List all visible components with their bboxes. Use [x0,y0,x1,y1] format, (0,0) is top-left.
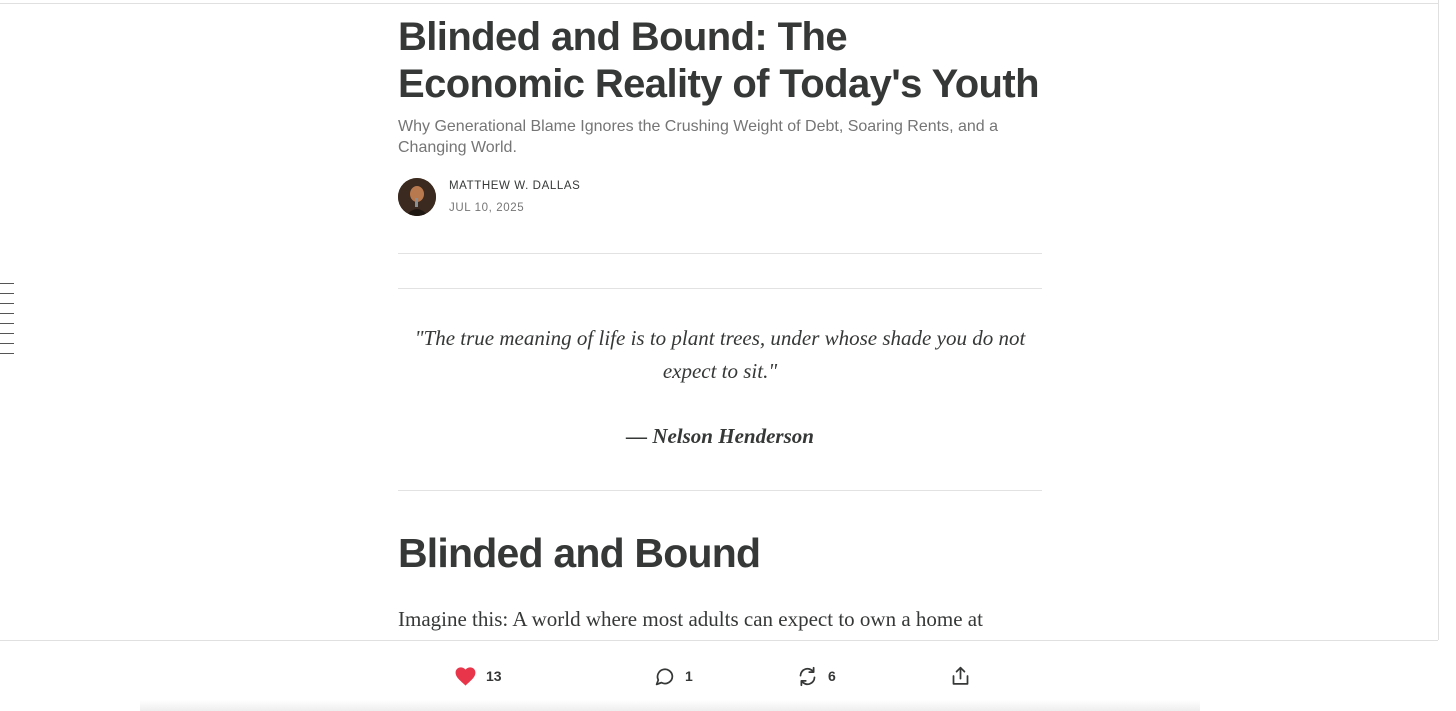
quote-attribution: — Nelson Henderson [626,424,814,448]
divider [398,288,1042,289]
share-icon [950,665,971,687]
heart-icon [455,667,476,686]
action-bar-shadow [140,700,1200,711]
section-heading: Blinded and Bound [398,530,761,576]
post-date: JUL 10, 2025 [449,202,525,214]
pull-quote: "The true meaning of life is to plant trees, under whose shade you do not expect to sit." [414,326,1026,383]
top-divider [0,0,1438,4]
author-avatar[interactable] [398,178,436,216]
body-paragraph: Imagine this: A world where most adults can expect to own a home at [398,607,983,631]
restack-count: 6 [828,668,836,684]
author-name[interactable]: MATTHEW W. DALLAS [449,180,581,192]
divider [398,490,1042,491]
share-button[interactable] [950,664,971,688]
comment-icon [654,666,675,687]
scrollbar-track[interactable] [1438,0,1439,640]
like-count: 13 [486,668,502,684]
like-button[interactable] [455,664,502,688]
post-title: Blinded and Bound: The Economic Reality of Today's Youth [398,15,1039,106]
table-of-contents-icon[interactable] [0,283,14,363]
comment-count: 1 [685,668,693,684]
divider [398,253,1042,254]
restack-button[interactable] [797,664,836,688]
restack-icon [797,666,818,687]
comment-button[interactable] [654,664,693,688]
post-subtitle: Why Generational Blame Ignores the Crushing Weight of Debt, Soaring Rents, and a Changing World. [398,118,999,156]
